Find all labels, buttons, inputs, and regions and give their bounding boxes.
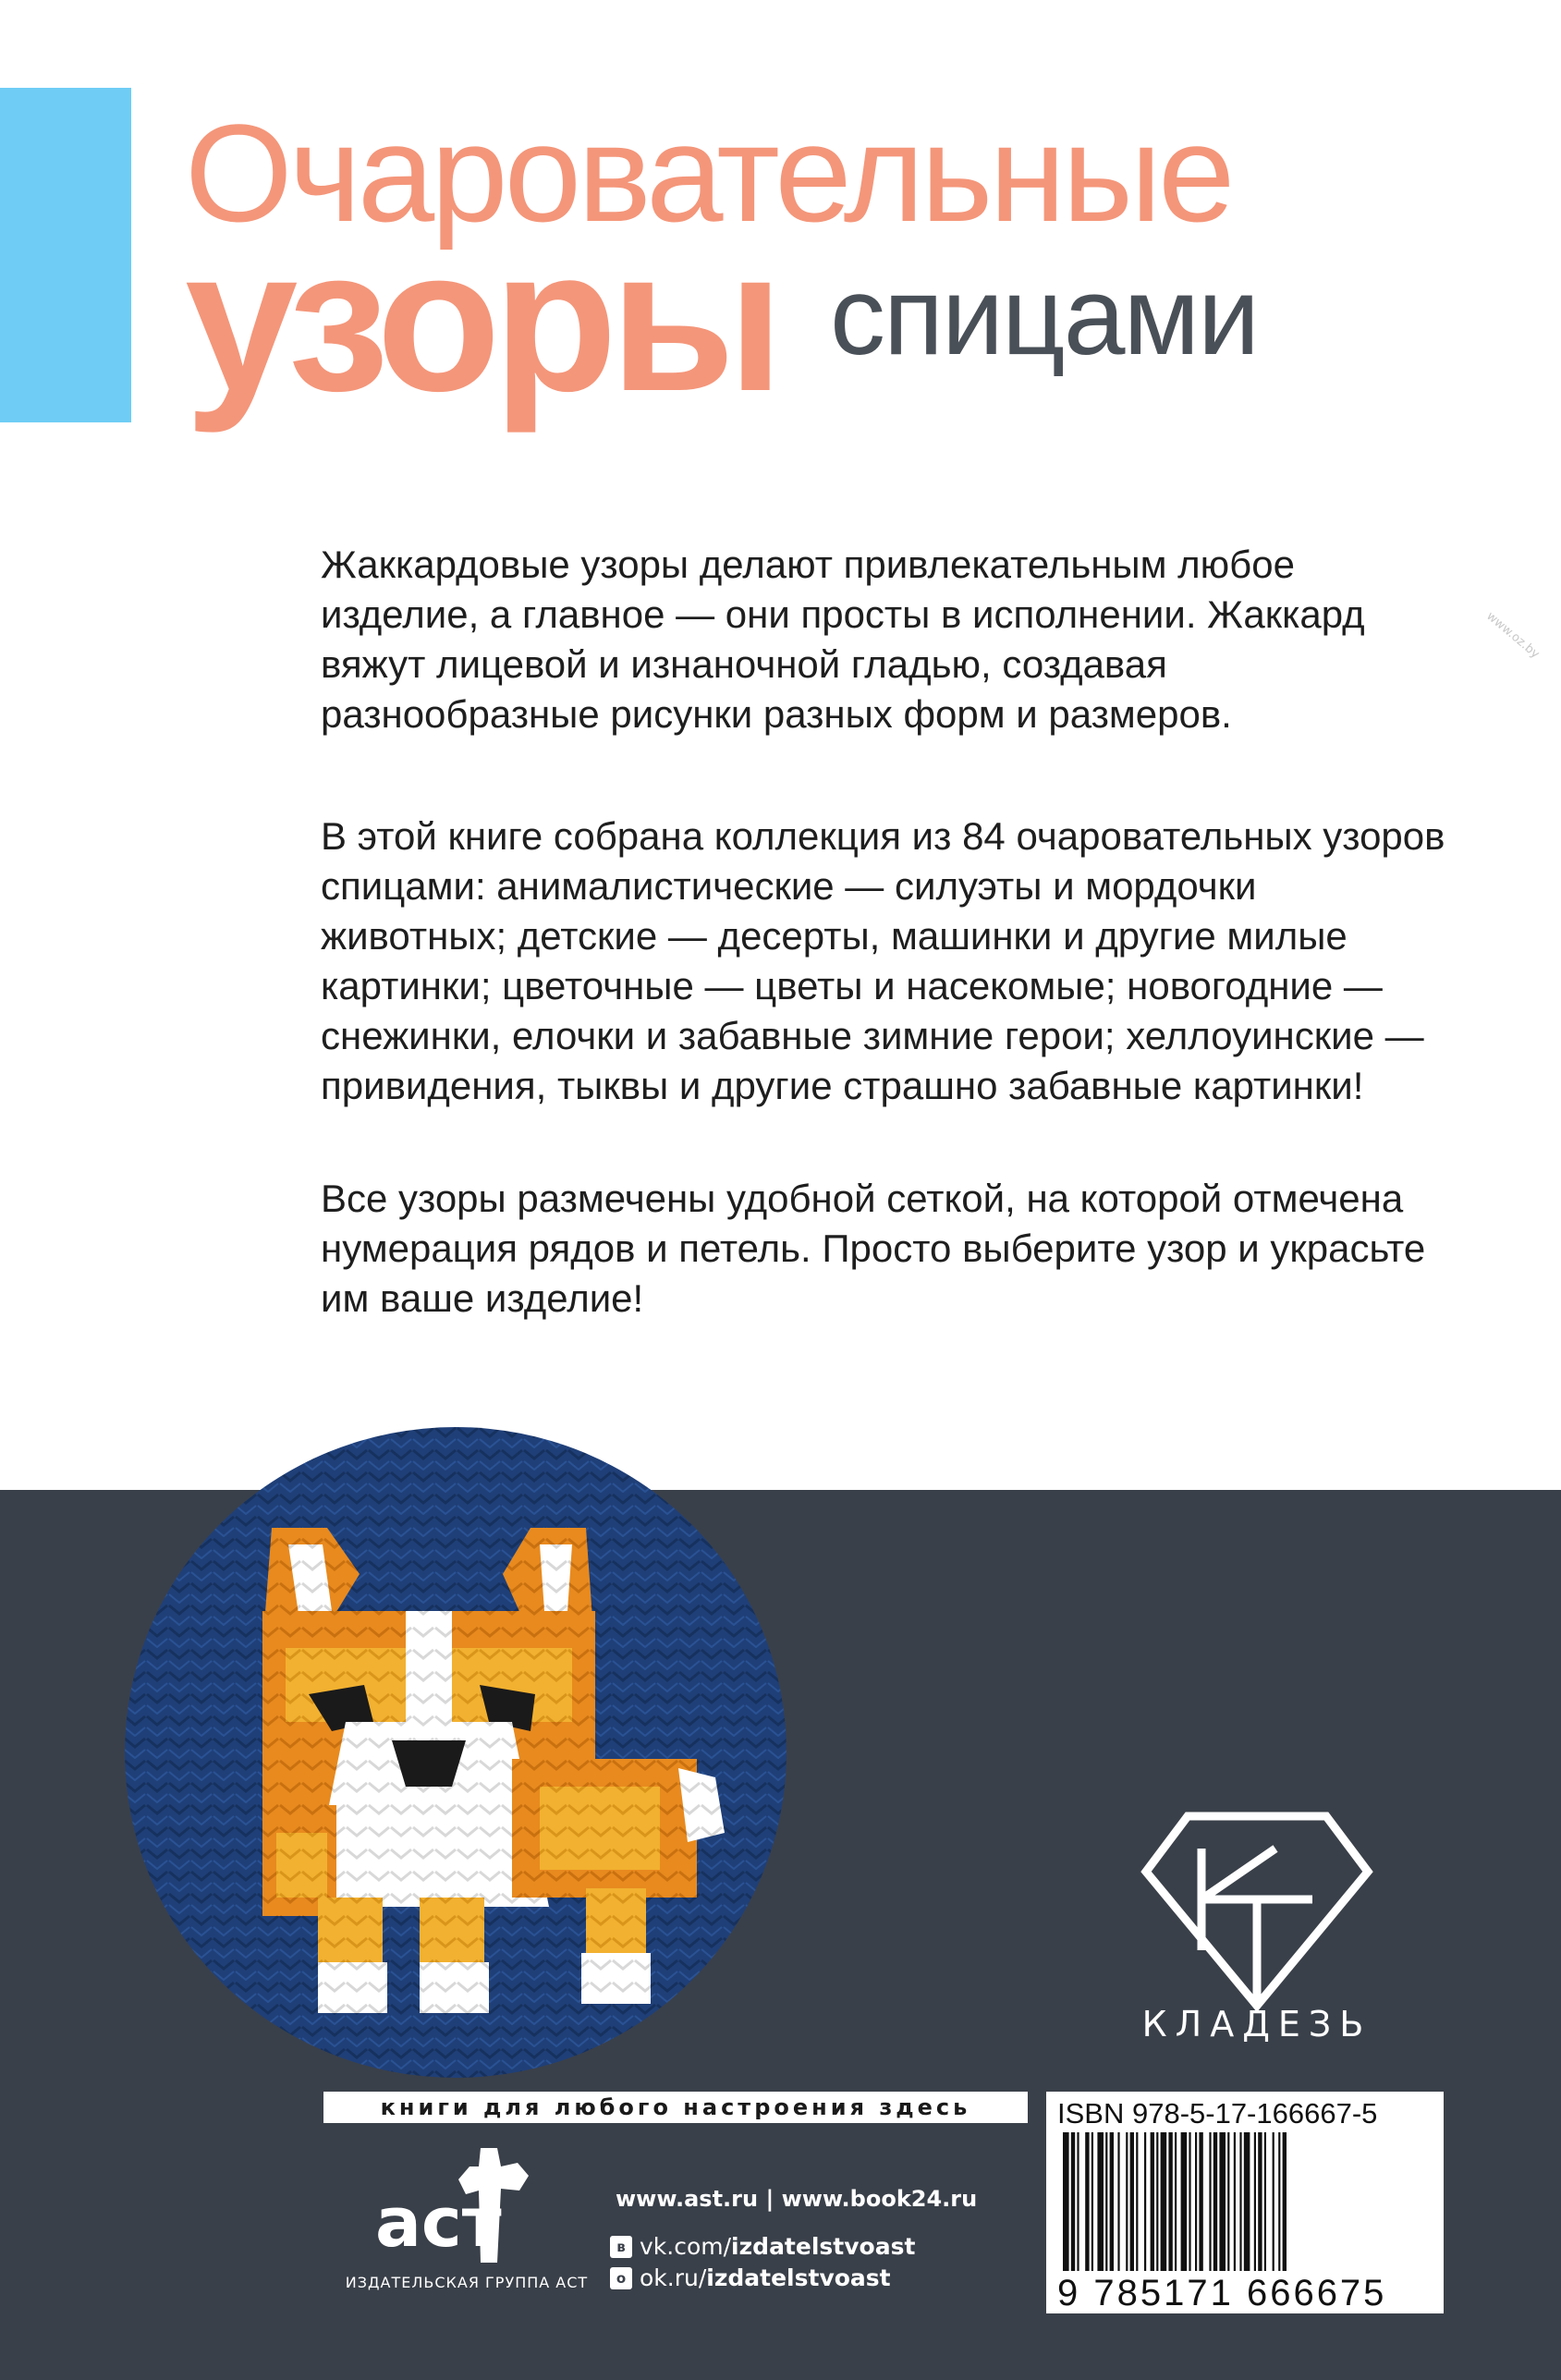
barcode-bar <box>1209 2132 1211 2271</box>
description-paragraph-2: В этой книге собрана коллекция из 84 очаровательных узоров спицами: анималистические — силуэты и мордочки животных; детские — десерты, машинки и другие милые картинки; цветочные — цветы и насекомые; новогодние — снежинки, елочки и забавные зимние герои; хеллоуинские — привидения, тыквы и другие страшно забавные картинки! <box>321 814 1445 1107</box>
barcode-bar <box>1063 2132 1069 2271</box>
watermark: www.oz.by <box>1483 609 1543 662</box>
tagline-banner: книги для любого настроения здесь <box>323 2092 1028 2123</box>
isbn-barcode <box>1063 2132 1428 2271</box>
barcode-bar <box>1136 2132 1138 2271</box>
title-line-1: Очаровательные <box>185 95 1232 250</box>
vk-link[interactable] <box>610 2233 915 2260</box>
barcode-bar <box>1144 2132 1146 2271</box>
ok-prefix: ok.ru/ <box>640 2264 707 2291</box>
vk-icon: в <box>610 2236 632 2258</box>
barcode-bar <box>1283 2132 1287 2271</box>
knitted-corgi-illustration <box>124 1426 787 2079</box>
svg-text:аст: аст <box>375 2183 502 2263</box>
title-line-2: узоры <box>185 206 776 433</box>
barcode-bar <box>1077 2132 1079 2271</box>
vk-handle: izdatelstvoast <box>731 2233 916 2260</box>
barcode-bar <box>1244 2132 1250 2271</box>
barcode-bar <box>1273 2132 1274 2271</box>
corgi-leg <box>420 1898 484 1971</box>
barcode-bar <box>1219 2132 1226 2271</box>
barcode-bar <box>1199 2132 1202 2271</box>
barcode-panel <box>1046 2092 1444 2313</box>
barcode-bar <box>1175 2132 1177 2271</box>
description-paragraph-3: Все узоры размечены удобной сеткой, на которой отмечена нумерация рядов и петель. Просто выберите узор и украсьте им ваше изделие! <box>321 1177 1426 1320</box>
ok-link[interactable] <box>610 2264 891 2291</box>
barcode-bar <box>1254 2132 1256 2271</box>
barcode-bar <box>1126 2132 1128 2271</box>
barcode-bar <box>1110 2132 1114 2271</box>
title-line-3: спицами <box>830 254 1259 378</box>
barcode-bar <box>1234 2132 1236 2271</box>
barcode-bar <box>1091 2132 1093 2271</box>
barcode-bar <box>1151 2132 1154 2271</box>
ast-caption: ИЗДАТЕЛЬСКАЯ ГРУППА АСТ <box>345 2274 589 2291</box>
barcode-bar <box>1195 2132 1197 2271</box>
barcode-bar <box>1085 2132 1089 2271</box>
barcode-bar <box>1258 2132 1262 2271</box>
isbn-label: ISBN 978-5-17-166667-5 <box>1057 2097 1378 2130</box>
barcode-bar <box>1227 2132 1229 2271</box>
publisher-websites[interactable]: www.ast.ru | www.book24.ru <box>616 2186 978 2212</box>
barcode-bar <box>1189 2132 1190 2271</box>
accent-bar <box>0 88 131 422</box>
barcode-bar <box>1130 2132 1134 2271</box>
barcode-bar <box>1097 2132 1104 2271</box>
barcode-bar <box>1239 2132 1241 2271</box>
ast-logo <box>370 2142 555 2272</box>
barcode-digits: 9 785171 666675 <box>1057 2273 1387 2313</box>
barcode-bar <box>1161 2132 1167 2271</box>
vk-prefix: vk.com/ <box>640 2233 732 2260</box>
corgi-leg <box>318 1898 383 1971</box>
corgi-leg <box>586 1888 646 1962</box>
imprint-name: КЛАДЕЗЬ <box>1141 2004 1372 2044</box>
description-paragraph-1: Жаккардовые узоры делают привлекательным любое изделие, а главное — они просты в исполнении. Жаккард вяжут лицевой и изнаночной гладью, создавая разнообразные рисунки разных форм и размеров. <box>321 543 1365 736</box>
barcode-bar <box>1105 2132 1107 2271</box>
barcode-bar <box>1168 2132 1172 2271</box>
barcode-bar <box>1213 2132 1217 2271</box>
barcode-bar <box>1264 2132 1266 2271</box>
ok-icon: о <box>610 2267 632 2289</box>
barcode-bar <box>1156 2132 1158 2271</box>
ok-handle: izdatelstvoast <box>706 2264 891 2291</box>
barcode-bar <box>1181 2132 1188 2271</box>
barcode-bar <box>1117 2132 1119 2271</box>
barcode-bar <box>1278 2132 1280 2271</box>
barcode-bar <box>1071 2132 1075 2271</box>
